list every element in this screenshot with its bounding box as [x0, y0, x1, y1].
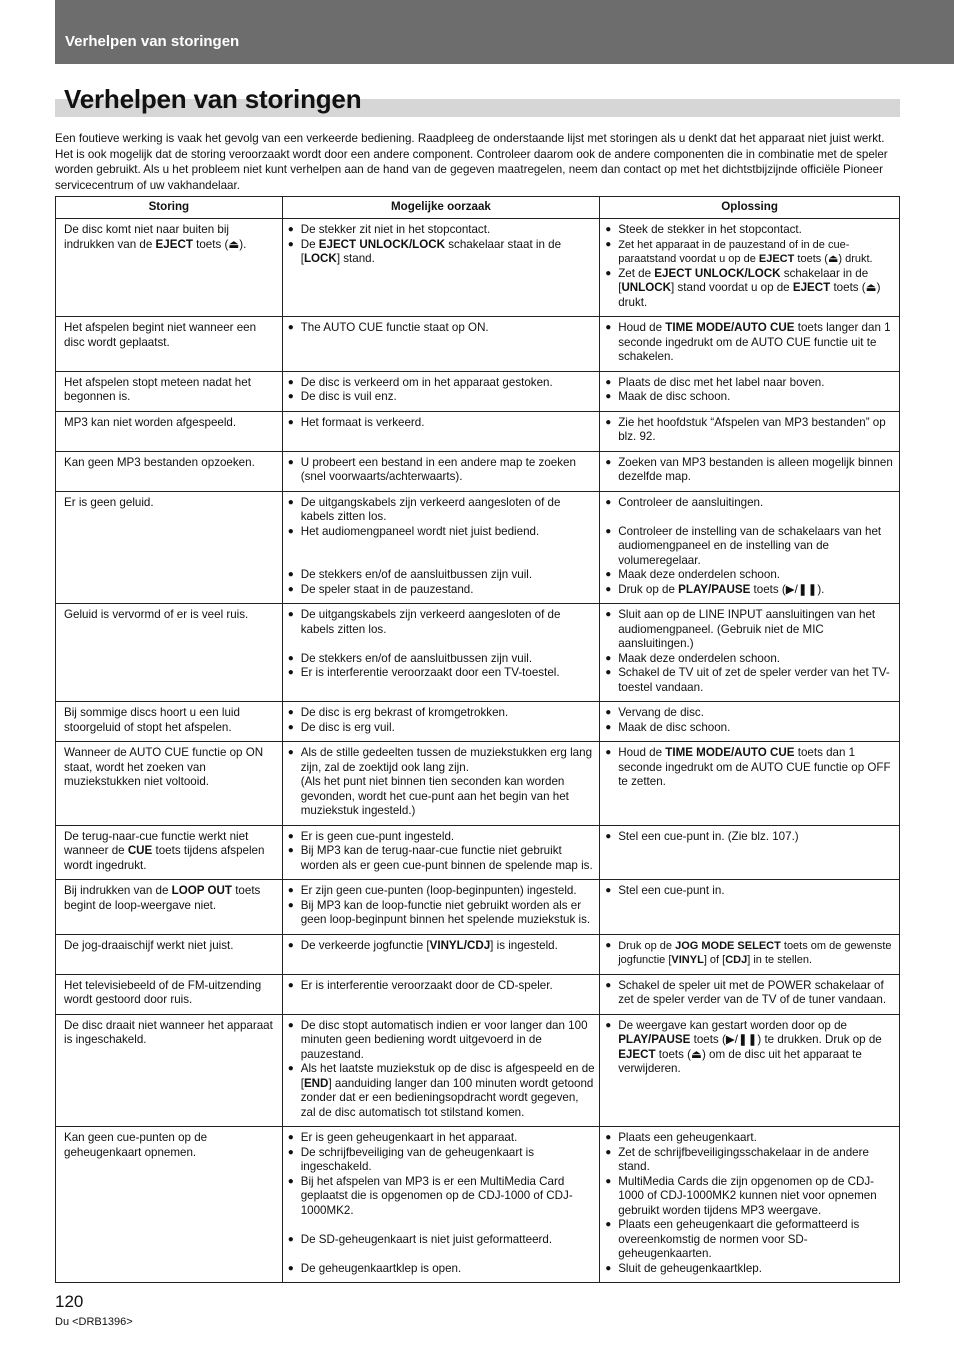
list-item: ● De geheugenkaartklep is open. [287, 1262, 595, 1277]
page-title: Verhelpen van storingen [64, 84, 362, 114]
list-item: ● De weergave kan gestart worden door op de PLAY/PAUSE toets (▶/❚❚) te drukken. Druk op de EJECT toets (⏏) om de disc uit het apparaat te verwijderen. [604, 1019, 895, 1077]
list-item: ● Zet de schrijfbeveiligingsschakelaar in de andere stand. [604, 1146, 895, 1175]
oorzaak-list [287, 223, 595, 267]
intro-paragraph: Een foutieve werking is vaak het gevolg van een verkeerde bediening. Raadpleeg de onderstaande lijst met storingen als u denkt dat het apparaat niet juist werkt. Het is ook mogelijk dat de storing veroorzaakt wordt door een andere component. Controleer daarom ook de andere componenten die in combinatie met de speler worden gebruikt. Als u het probleem niet kunt verhelpen aan de hand van de gegeven maatregelen, neem dan contact op met het dichtstbijzijnde officiële Pioneer servicecentrum of uw vakhandelaar. [55, 132, 888, 192]
oplossing-list [604, 979, 895, 1008]
storing-cell: De terug-naar-cue functie werkt niet wanneer de CUE toets tijdens afspelen wordt ingedrukt. [56, 825, 283, 880]
storing-cell: Kan geen MP3 bestanden opzoeken. [56, 451, 283, 491]
list-item: ● Steek de stekker in het stopcontact. [604, 223, 895, 238]
table-row [56, 934, 900, 974]
oorzaak-cell [282, 317, 599, 372]
table-row [56, 411, 900, 451]
list-item: ● MultiMedia Cards die zijn opgenomen op de CDJ-1000 of CDJ-1000MK2 kunnen niet voor opnemen gebruikt worden tijdens MP3 weergave. [604, 1175, 895, 1219]
storing-cell: De disc draait niet wanneer het apparaat is ingeschakeld. [56, 1014, 283, 1127]
oorzaak-cell [282, 742, 599, 826]
storing-cell: Bij sommige discs hoort u een luid stoorgeluid of stopt het afspelen. [56, 702, 283, 742]
storing-cell: MP3 kan niet worden afgespeeld. [56, 411, 283, 451]
oorzaak-list [287, 939, 595, 954]
oorzaak-list [287, 321, 595, 336]
oorzaak-list [287, 1019, 595, 1121]
oplossing-list [604, 608, 895, 695]
oplossing-cell [600, 371, 900, 411]
oplossing-list [604, 321, 895, 365]
list-item: ● Als het laatste muziekstuk op de disc is afgespeeld en de [END] aanduiding langer dan 100 minuten wordt getoond zonder dat er een bedieningsopdracht wordt gegeven, zal de disc automatisch tot stilstand komen. [287, 1062, 595, 1120]
list-item: ● Er is geen geheugenkaart in het apparaat. [287, 1131, 595, 1146]
list-item: ● Stel een cue-punt in. [604, 884, 895, 899]
table-row [56, 604, 900, 702]
table-row [56, 491, 900, 604]
oorzaak-cell [282, 880, 599, 935]
list-item: ● De stekkers en/of de aansluitbussen zijn vuil. [287, 568, 595, 583]
oorzaak-list [287, 608, 595, 681]
table-row [56, 742, 900, 826]
troubleshooting-table [55, 196, 900, 1283]
oorzaak-list [287, 746, 595, 819]
oplossing-list [604, 1131, 895, 1276]
table-header-row [56, 197, 900, 219]
list-item: ● De schrijfbeveiliging van de geheugenkaart is ingeschakeld. [287, 1146, 595, 1175]
list-item: ● De SD-geheugenkaart is niet juist geformatteerd. [287, 1233, 595, 1248]
page-number: 120 [55, 1292, 84, 1311]
oplossing-cell [600, 604, 900, 702]
list-item: ● Stel een cue-punt in. (Zie blz. 107.) [604, 830, 895, 845]
oplossing-cell [600, 880, 900, 935]
list-item: ● Maak de disc schoon. [604, 721, 895, 736]
oplossing-cell [600, 411, 900, 451]
list-item: ● De disc is verkeerd om in het apparaat gestoken. [287, 376, 595, 391]
list-item: ● Maak deze onderdelen schoon. [604, 568, 895, 583]
list-item: ● De EJECT UNLOCK/LOCK schakelaar staat in de [LOCK] stand. [287, 238, 595, 267]
list-item: ● Sluit de geheugenkaartklep. [604, 1262, 895, 1277]
oorzaak-cell [282, 451, 599, 491]
oplossing-cell [600, 491, 900, 604]
list-item: ● Controleer de instelling van de schakelaars van het audiomengpaneel en de instelling van de volumeregelaar. [604, 525, 895, 569]
oplossing-list [604, 376, 895, 405]
section-header-band [55, 0, 954, 64]
list-item: ● De disc is erg bekrast of kromgetrokken. [287, 706, 595, 721]
oorzaak-list [287, 456, 595, 485]
table-row [56, 317, 900, 372]
storing-cell: Het televisiebeeld of de FM-uitzending wordt gestoord door ruis. [56, 974, 283, 1014]
oplossing-list [604, 884, 895, 899]
table-row [56, 1014, 900, 1127]
oplossing-cell [600, 1014, 900, 1127]
list-item: ● Druk op de JOG MODE SELECT toets om de gewenste jogfunctie [VINYL] of [CDJ] in te stellen. [604, 939, 895, 968]
list-item: ● De speler staat in de pauzestand. [287, 583, 595, 598]
oplossing-list [604, 746, 895, 790]
table-body [56, 219, 900, 1283]
list-item: ● Er zijn geen cue-punten (loop-beginpunten) ingesteld. [287, 884, 595, 899]
list-item: ● De stekker zit niet in het stopcontact. [287, 223, 595, 238]
oorzaak-list [287, 884, 595, 928]
list-item: ● Als de stille gedeelten tussen de muziekstukken erg lang zijn, zal de zoektijd ook lang zijn. (Als het punt niet binnen tien seconden kan worden gevonden, wordt het cue-punt aan het begin van het muziekstuk ingesteld.) [287, 746, 595, 819]
list-item: ● De uitgangskabels zijn verkeerd aangesloten of de kabels zitten los. [287, 496, 595, 525]
oplossing-cell [600, 825, 900, 880]
list-item: ● Druk op de PLAY/PAUSE toets (▶/❚❚). [604, 583, 895, 598]
list-item: ● Er is geen cue-punt ingesteld. [287, 830, 595, 845]
oplossing-list [604, 939, 895, 968]
list-item: ● Plaats de disc met het label naar boven. [604, 376, 895, 391]
oplossing-list [604, 706, 895, 735]
list-item: ● Houd de TIME MODE/AUTO CUE toets dan 1 seconde ingedrukt om de AUTO CUE functie op OFF te zetten. [604, 746, 895, 790]
oorzaak-cell [282, 1127, 599, 1283]
storing-cell: Wanneer de AUTO CUE functie op ON staat, wordt het zoeken van muziekstukken niet voltooid. [56, 742, 283, 826]
oorzaak-list [287, 830, 595, 874]
list-item: ● Zoeken van MP3 bestanden is alleen mogelijk binnen dezelfde map. [604, 456, 895, 485]
oorzaak-cell [282, 491, 599, 604]
list-item: ● Er is interferentie veroorzaakt door de CD-speler. [287, 979, 595, 994]
list-item: ● Vervang de disc. [604, 706, 895, 721]
oorzaak-list [287, 376, 595, 405]
list-item: ● Bij MP3 kan de loop-functie niet gebruikt worden als er geen loop-beginpunt binnen het spelende muziekstuk is. [287, 899, 595, 928]
oorzaak-cell [282, 371, 599, 411]
list-item: ● De disc is vuil enz. [287, 390, 595, 405]
oplossing-cell [600, 934, 900, 974]
oplossing-list [604, 496, 895, 598]
oplossing-cell [600, 1127, 900, 1283]
table-row [56, 702, 900, 742]
oplossing-list [604, 223, 895, 310]
oplossing-list [604, 416, 895, 445]
oplossing-list [604, 456, 895, 485]
oplossing-cell [600, 974, 900, 1014]
oorzaak-cell [282, 825, 599, 880]
list-item: ● Schakel de speler uit met de POWER schakelaar of zet de speler verder van de TV of de tuner vandaan. [604, 979, 895, 1008]
oplossing-cell [600, 317, 900, 372]
list-item: ● Controleer de aansluitingen. [604, 496, 895, 511]
table-row [56, 974, 900, 1014]
list-item: ● The AUTO CUE functie staat op ON. [287, 321, 595, 336]
list-item: ● Maak de disc schoon. [604, 390, 895, 405]
storing-cell: Het afspelen begint niet wanneer een disc wordt geplaatst. [56, 317, 283, 372]
list-item: ● De stekkers en/of de aansluitbussen zijn vuil. [287, 652, 595, 667]
oplossing-cell [600, 702, 900, 742]
oorzaak-cell [282, 219, 599, 317]
list-item: ● Sluit aan op de LINE INPUT aansluitingen van het audiomengpaneel. (Gebruik niet de MIC aansluitingen.) [604, 608, 895, 652]
table-row [56, 825, 900, 880]
list-item: ● Houd de TIME MODE/AUTO CUE toets langer dan 1 seconde ingedrukt om de AUTO CUE functie uit te schakelen. [604, 321, 895, 365]
oorzaak-cell [282, 974, 599, 1014]
column-header-oplossing: Oplossing [600, 197, 900, 219]
oorzaak-list [287, 1131, 595, 1276]
list-item: ● Schakel de TV uit of zet de speler verder van het TV-toestel vandaan. [604, 666, 895, 695]
oorzaak-list [287, 496, 595, 598]
list-item: ● U probeert een bestand in een andere map te zoeken (snel voorwaarts/achterwaarts). [287, 456, 595, 485]
column-header-storing: Storing [56, 197, 283, 219]
list-item: ● Bij MP3 kan de terug-naar-cue functie niet gebruikt worden als er geen cue-punt binnen de spelende map is. [287, 844, 595, 873]
list-item: ● De uitgangskabels zijn verkeerd aangesloten of de kabels zitten los. [287, 608, 595, 637]
list-item: ● Er is interferentie veroorzaakt door een TV-toestel. [287, 666, 595, 681]
list-item: ● De disc stopt automatisch indien er voor langer dan 100 minuten geen bediening wordt uitgevoerd in de pauzestand. [287, 1019, 595, 1063]
oplossing-list [604, 1019, 895, 1077]
list-item: ● Zet de EJECT UNLOCK/LOCK schakelaar in de [UNLOCK] stand voordat u op de EJECT toets (⏏) drukt. [604, 267, 895, 311]
oorzaak-cell [282, 934, 599, 974]
list-item: ● Zet het apparaat in de pauzestand of in de cue-paraatstand voordat u op de EJECT toets (⏏) drukt. [604, 238, 895, 267]
list-item: ● Het formaat is verkeerd. [287, 416, 595, 431]
list-item: ● Plaats een geheugenkaart. [604, 1131, 895, 1146]
list-item: ● Plaats een geheugenkaart die geformatteerd is overeenkomstig de normen voor SD-geheugenkaarten. [604, 1218, 895, 1262]
table-row [56, 371, 900, 411]
oplossing-cell [600, 219, 900, 317]
document-code: Du <DRB1396> [55, 1316, 133, 1328]
oorzaak-list [287, 979, 595, 994]
storing-cell: Het afspelen stopt meteen nadat het begonnen is. [56, 371, 283, 411]
table-row [56, 880, 900, 935]
column-header-oorzaak: Mogelijke oorzaak [282, 197, 599, 219]
storing-cell: Geluid is vervormd of er is veel ruis. [56, 604, 283, 702]
list-item: ● Maak deze onderdelen schoon. [604, 652, 895, 667]
table-row [56, 1127, 900, 1283]
storing-cell: De disc komt niet naar buiten bij indrukken van de EJECT toets (⏏). [56, 219, 283, 317]
oorzaak-list [287, 416, 595, 431]
oorzaak-cell [282, 411, 599, 451]
section-header-label: Verhelpen van storingen [65, 33, 240, 50]
oplossing-cell [600, 451, 900, 491]
storing-cell: Kan geen cue-punten op de geheugenkaart opnemen. [56, 1127, 283, 1283]
table-row [56, 451, 900, 491]
storing-cell: Er is geen geluid. [56, 491, 283, 604]
oorzaak-cell [282, 604, 599, 702]
table-row [56, 219, 900, 317]
oplossing-list [604, 830, 895, 845]
oorzaak-cell [282, 702, 599, 742]
list-item: ● Bij het afspelen van MP3 is er een MultiMedia Card geplaatst die is opgenomen op de CDJ-1000 of CDJ-1000MK2. [287, 1175, 595, 1219]
oorzaak-cell [282, 1014, 599, 1127]
storing-cell: De jog-draaischijf werkt niet juist. [56, 934, 283, 974]
oplossing-cell [600, 742, 900, 826]
list-item: ● De disc is erg vuil. [287, 721, 595, 736]
list-item: ● De verkeerde jogfunctie [VINYL/CDJ] is ingesteld. [287, 939, 595, 954]
list-item: ● Zie het hoofdstuk “Afspelen van MP3 bestanden” op blz. 92. [604, 416, 895, 445]
oorzaak-list [287, 706, 595, 735]
list-item: ● Het audiomengpaneel wordt niet juist bediend. [287, 525, 595, 540]
storing-cell: Bij indrukken van de LOOP OUT toets begint de loop-weergave niet. [56, 880, 283, 935]
